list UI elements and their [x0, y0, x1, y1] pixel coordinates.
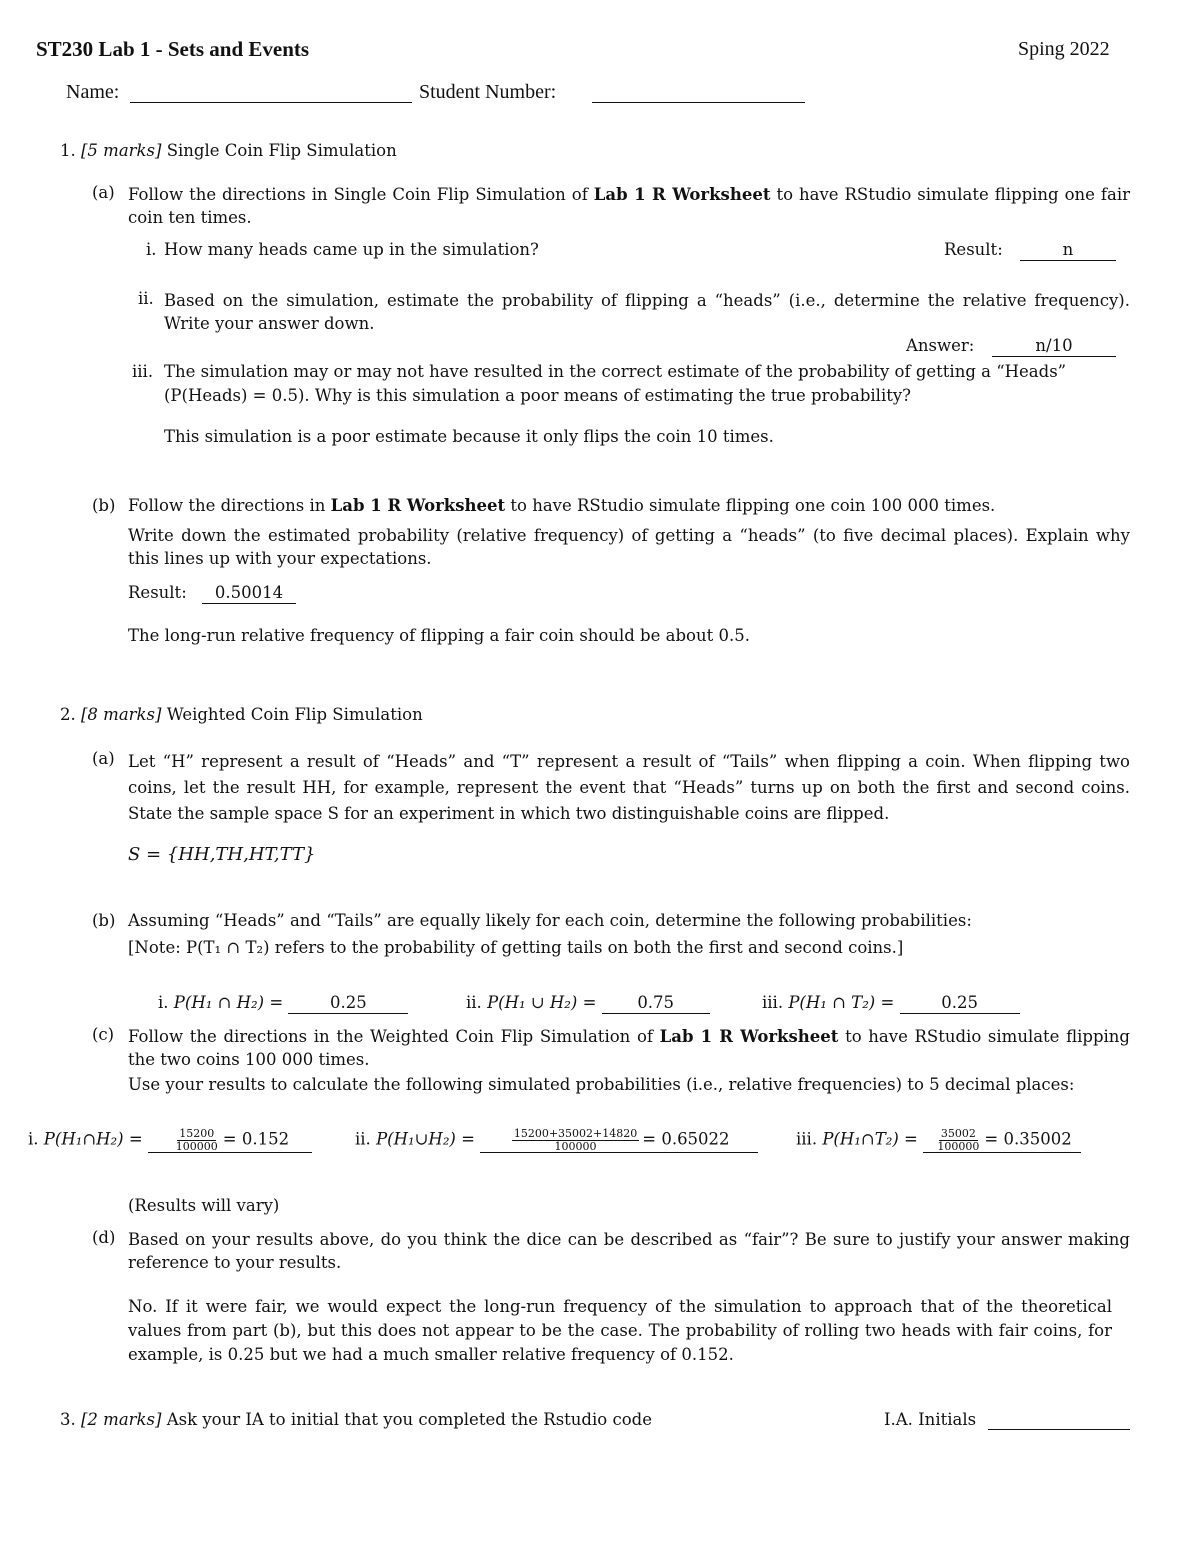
q1-number: 1. — [60, 141, 76, 160]
q2a-answer: S = {HH,TH,HT,TT} — [128, 844, 316, 865]
q1b-result-value: 0.50014 — [202, 583, 296, 604]
q2-title: Weighted Coin Flip Simulation — [166, 705, 423, 724]
q1a-i-label: i. — [146, 240, 157, 259]
document-title: ST230 Lab 1 - Sets and Events — [36, 37, 310, 61]
q2b-item-1-value: 0.25 — [288, 993, 408, 1014]
q2-number: 2. — [60, 705, 76, 724]
q1a-iii-answer: This simulation is a poor estimate because it only flips the coin 10 times. — [164, 427, 774, 446]
q3-initials-label: I.A. Initials — [884, 1410, 977, 1429]
q1a-ii-label: ii. — [138, 289, 154, 308]
q1-title: Single Coin Flip Simulation — [166, 141, 397, 160]
q1b-label: (b) — [92, 496, 116, 515]
q2c-label: (c) — [92, 1025, 115, 1044]
q1b-text2: Write down the estimated probability (relative frequency) of getting a “heads” (to five decimal places). Explain why this lines up with your expectations. — [128, 526, 1130, 568]
q1a-i-result-label: Result: — [944, 240, 1003, 259]
q2c-item-2: ii. P(H₁∪H₂) = $\frac{15200+35002+14820}{100000}$ = 0.65022 — [355, 1128, 758, 1153]
q1a-i-text: How many heads came up in the simulation? — [164, 240, 539, 259]
q1b-result — [202, 583, 296, 604]
q2b-item-2: ii. P(H₁ ∪ H₂) = 0.75 — [466, 993, 710, 1014]
q1-marks: [5 marks] — [81, 141, 162, 160]
q2c-text2: Use your results to calculate the following simulated probabilities (i.e., relative frequencies) to 5 decimal places: — [128, 1075, 1075, 1094]
q1a-iii-label: iii. — [132, 362, 154, 381]
q3-title: Ask your IA to initial that you completed the Rstudio code — [166, 1410, 652, 1429]
q1a-ii-answer-label: Answer: — [906, 336, 975, 355]
name-label: Name: — [66, 81, 120, 103]
q1b-answer: The long-run relative frequency of flipping a fair coin should be about 0.5. — [128, 626, 750, 645]
q2c-item-3: iii. P(H₁∩T₂) = $\frac{35002}{100000}$ = 0.35002 — [796, 1128, 1081, 1153]
q2c-text: Follow the directions in the Weighted Coin Flip Simulation of Lab 1 R Worksheet to have RStudio simulate flipping the two coins 100 000 times. — [128, 1027, 1130, 1069]
q1a-i-result-value: n — [1020, 240, 1116, 261]
q2b-label: (b) — [92, 911, 116, 930]
q3-initials-field[interactable] — [988, 1429, 1130, 1430]
q2d-answer: No. If it were fair, we would expect the long-run frequency of the simulation to approach that of the theoretical values from part (b), but this does not appear to be the case. The probability of rolling two heads with fair coins, for example, is 0.25 but we had a much smaller relative frequency of 0.152. — [128, 1297, 1112, 1364]
name-field[interactable] — [130, 102, 412, 103]
q2d-label: (d) — [92, 1228, 116, 1247]
q2b-item-3-value: 0.25 — [900, 993, 1020, 1014]
q2c-item-3-value: $\frac{35002}{100000}$ = 0.35002 — [923, 1128, 1081, 1153]
q1a-i-result — [1020, 240, 1116, 261]
q1a-text: Follow the directions in Single Coin Flip Simulation of Lab 1 R Worksheet to have RStudio simulate flipping one fair coin ten times. — [128, 185, 1130, 227]
q1a-iii-text2: (P(Heads) = 0.5). Why is this simulation a poor means of estimating the true probability? — [164, 386, 912, 405]
q1b-result-label: Result: — [128, 583, 187, 602]
q2b-item-1: i. P(H₁ ∩ H₂) = 0.25 — [158, 993, 408, 1014]
q2c-item-1: i. P(H₁∩H₂) = $\frac{15200}{100000}$ = 0.152 — [28, 1128, 312, 1153]
q2c-note: (Results will vary) — [128, 1196, 280, 1215]
q2d-text: Based on your results above, do you think the dice can be described as “fair”? Be sure to justify your answer making reference to your results. — [128, 1230, 1130, 1272]
q1-heading — [60, 141, 397, 161]
q2a-label: (a) — [92, 749, 115, 768]
q1a-ii-answer — [992, 336, 1116, 357]
student-number-field[interactable] — [592, 102, 805, 103]
q2c-item-1-value: $\frac{15200}{100000}$ = 0.152 — [148, 1128, 312, 1153]
q1a-label: (a) — [92, 183, 115, 202]
q2b-item-2-value: 0.75 — [602, 993, 710, 1014]
q3-heading — [60, 1410, 652, 1430]
q2b-item-3: iii. P(H₁ ∩ T₂) = 0.25 — [762, 993, 1020, 1014]
q1a-iii-text1: The simulation may or may not have resulted in the correct estimate of the probability of getting a “Heads” — [164, 362, 1067, 381]
q2-heading — [60, 705, 423, 725]
q1a-ii-text: Based on the simulation, estimate the probability of flipping a “heads” (i.e., determine the relative frequency). Write your answer down. — [164, 291, 1130, 333]
student-number-label: Student Number: — [419, 81, 557, 103]
q1a-ii-answer-value: n/10 — [992, 336, 1116, 357]
term-label: Sping 2022 — [1018, 38, 1110, 60]
q2-marks: [8 marks] — [81, 705, 162, 724]
q2b-note: [Note: P(T₁ ∩ T₂) refers to the probability of getting tails on both the first and second coins.] — [128, 938, 904, 957]
q1b-text: Follow the directions in Lab 1 R Worksheet to have RStudio simulate flipping one coin 100 000 times. — [128, 496, 996, 515]
q2a-text: Let “H” represent a result of “Heads” and “T” represent a result of “Tails” when flipping a coin. When flipping two coins, let the result HH, for example, represent the event that “Heads” turns up on both the first and second coins. State the sample space S for an experiment in which two distinguishable coins are flipped. — [128, 752, 1130, 823]
q3-number: 3. — [60, 1410, 76, 1429]
q2b-text: Assuming “Heads” and “Tails” are equally likely for each coin, determine the following probabilities: — [128, 911, 972, 930]
q3-marks: [2 marks] — [81, 1410, 162, 1429]
q2c-item-2-value: $\frac{15200+35002+14820}{100000}$ = 0.65022 — [480, 1128, 758, 1153]
